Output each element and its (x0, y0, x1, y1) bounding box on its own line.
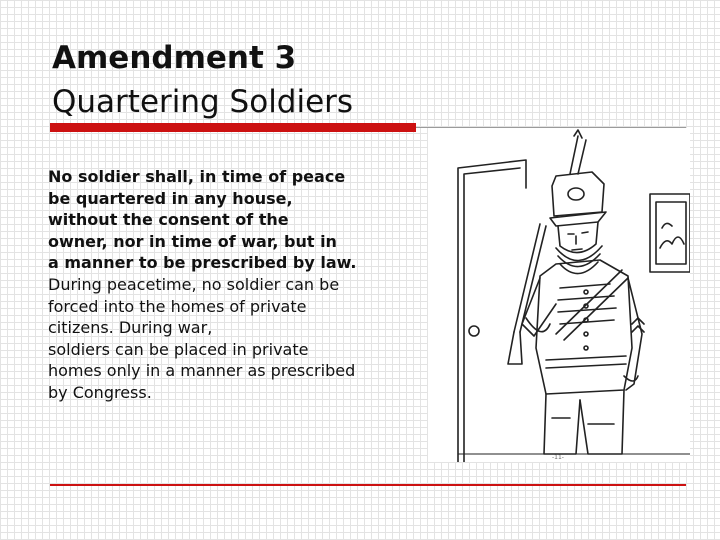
title-main: Amendment 3 (52, 40, 297, 76)
soldier-illustration (428, 128, 690, 462)
title-divider-red (50, 123, 416, 132)
amendment-quote: No soldier shall, in time of peace be quartered in any house, without the consent of the owner, nor in time of war, but in a manner to be prescribed by law. (48, 167, 357, 273)
illustration-page-number: -11- (552, 454, 564, 461)
amendment-explanation: During peacetime, no soldier can be forced into the homes of private citizens. During war, soldiers can be placed in private homes only in a manner as prescribed by Congress. (48, 274, 356, 402)
soldier-drawing (428, 128, 690, 462)
slide-title (52, 36, 353, 124)
title-subtitle: Quartering Soldiers (52, 84, 354, 120)
footer-divider (50, 484, 686, 486)
body-text (48, 166, 418, 404)
